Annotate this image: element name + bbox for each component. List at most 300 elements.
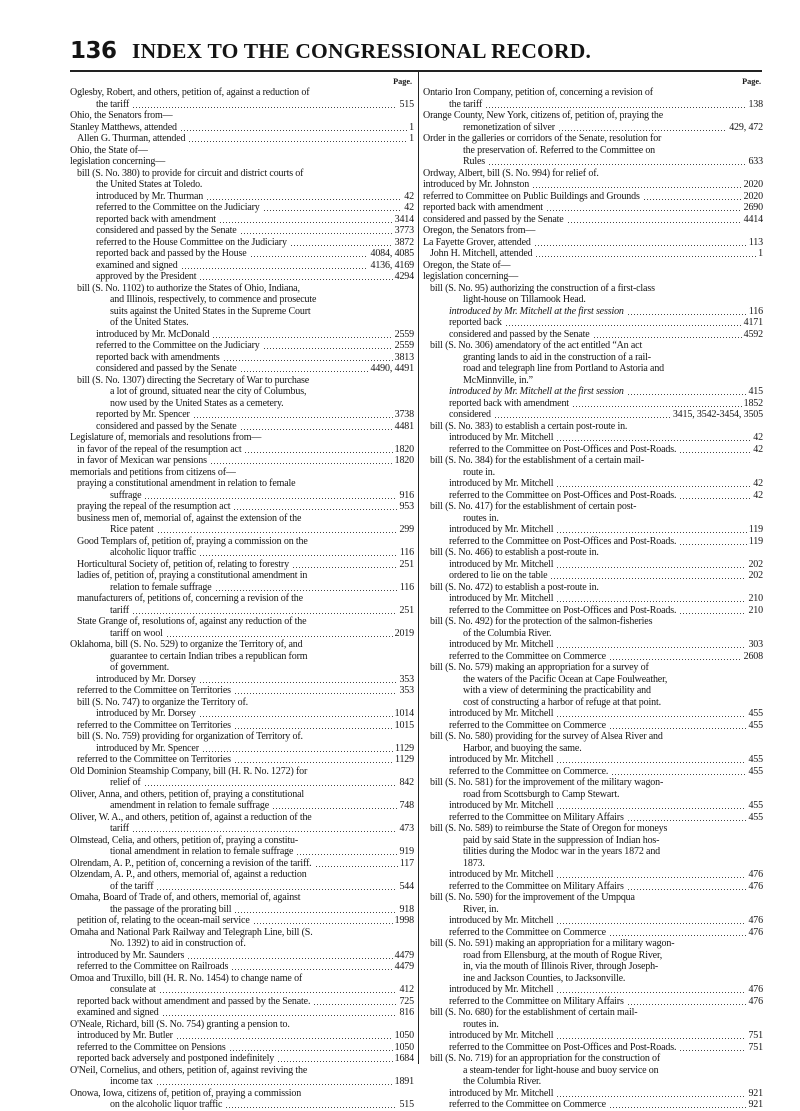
dot-leader bbox=[306, 593, 412, 603]
index-entry bbox=[423, 1007, 763, 1019]
entry-text: referred to the House Committee on the Judiciary bbox=[96, 236, 287, 248]
entry-text: reported back bbox=[449, 317, 502, 329]
dot-leader bbox=[535, 248, 756, 258]
entry-text: introduced by Mr. Dorsey bbox=[96, 673, 196, 685]
dot-leader bbox=[307, 789, 412, 799]
entry-text: introduced by Mr. Mitchell bbox=[449, 593, 554, 605]
dot-leader bbox=[677, 938, 761, 948]
dot-leader bbox=[556, 639, 746, 649]
index-entry bbox=[423, 559, 763, 571]
page-reference: 138 bbox=[748, 98, 763, 110]
page-reference: 4171 bbox=[743, 317, 763, 329]
entry-text: bill (S. No. 590) for the improvement of the Umpqua bbox=[430, 892, 635, 904]
dot-leader bbox=[212, 329, 392, 339]
index-entry bbox=[423, 950, 763, 962]
index-entry bbox=[423, 973, 763, 985]
page-reference: 455 bbox=[748, 800, 763, 812]
page-reference: 119 bbox=[748, 524, 763, 536]
index-entry bbox=[70, 490, 414, 502]
index-entry bbox=[423, 582, 763, 594]
index-entry bbox=[423, 99, 763, 111]
entry-text: introduced by Mr. Mitchell bbox=[449, 984, 554, 996]
page-reference: 4414 bbox=[743, 213, 763, 225]
index-entry bbox=[423, 800, 763, 812]
entry-text: referred to the Committee on Commerce bbox=[449, 1099, 606, 1111]
entry-text: suffrage bbox=[110, 489, 142, 501]
dot-leader bbox=[303, 283, 412, 293]
dot-leader bbox=[304, 513, 412, 523]
entry-text: cost of constructing a harbor of refuge at that point. bbox=[463, 696, 661, 708]
page-reference: 42 bbox=[404, 202, 414, 214]
index-entry bbox=[70, 237, 414, 249]
index-entry bbox=[70, 731, 414, 743]
entry-text: considered and passed by the Senate bbox=[96, 363, 237, 375]
index-entry bbox=[70, 950, 414, 962]
entry-text: route in. bbox=[463, 466, 495, 478]
page-reference: 299 bbox=[399, 524, 414, 536]
index-entry bbox=[70, 697, 414, 709]
dot-leader bbox=[272, 800, 397, 810]
entry-text: introduced by Mr. Mitchell bbox=[449, 558, 554, 570]
page-reference: 1684 bbox=[394, 1053, 414, 1065]
index-entry bbox=[423, 835, 763, 847]
page-reference: 455 bbox=[748, 719, 763, 731]
page-reference: 113 bbox=[748, 236, 763, 248]
dot-leader bbox=[556, 754, 746, 764]
index-entry bbox=[70, 513, 414, 525]
entry-text: McMinnville, in.” bbox=[463, 374, 533, 386]
index-entry bbox=[70, 869, 414, 881]
dot-leader bbox=[640, 1007, 761, 1017]
dot-leader bbox=[536, 375, 761, 385]
dot-leader bbox=[253, 915, 393, 925]
page-reference: 353 bbox=[399, 673, 414, 685]
dot-leader bbox=[602, 547, 761, 557]
index-entry bbox=[70, 133, 414, 145]
dot-leader bbox=[556, 559, 746, 569]
entry-text: Stanley Matthews, attended bbox=[70, 121, 177, 133]
page-number: 136 bbox=[70, 38, 117, 64]
dot-leader bbox=[679, 1042, 746, 1052]
index-entry bbox=[423, 122, 763, 134]
page-reference: 476 bbox=[748, 984, 763, 996]
dot-leader bbox=[611, 766, 746, 776]
dot-leader bbox=[558, 122, 727, 132]
index-entry bbox=[70, 478, 414, 490]
running-head-title: INDEX TO THE CONGRESSIONAL RECORD. bbox=[132, 39, 592, 63]
dot-leader bbox=[556, 869, 746, 879]
entry-text: Order in the galleries or corridors of the Senate, resolution for bbox=[423, 133, 662, 145]
index-entry bbox=[423, 628, 763, 640]
index-entry bbox=[70, 260, 414, 272]
entry-text: introduced by Mr. Butler bbox=[77, 1030, 173, 1042]
dot-leader bbox=[180, 122, 407, 132]
index-entry bbox=[70, 1088, 414, 1100]
entry-text: introduced by Mr. Mitchell bbox=[449, 478, 554, 490]
index-entry bbox=[70, 294, 414, 306]
entry-text: referred to the Committee on the Judiciary bbox=[96, 340, 260, 352]
index-entry bbox=[423, 754, 763, 766]
index-entry bbox=[70, 777, 414, 789]
index-entry bbox=[70, 881, 414, 893]
page-reference: 1 bbox=[409, 133, 414, 145]
entry-text: referred to the Committee on Post-Offices and Post-Roads. bbox=[449, 1041, 677, 1053]
index-entry bbox=[423, 731, 763, 743]
index-entry bbox=[70, 846, 414, 858]
dot-leader bbox=[505, 317, 742, 327]
page-reference: 3773 bbox=[394, 225, 414, 237]
dot-leader bbox=[199, 674, 398, 684]
entry-text: referred to the Committee on Military Affairs bbox=[449, 995, 624, 1007]
dot-leader bbox=[306, 168, 412, 178]
index-entry bbox=[70, 340, 414, 352]
dot-leader bbox=[298, 478, 412, 488]
entry-text: tariff bbox=[110, 823, 129, 835]
dot-leader bbox=[162, 1007, 398, 1017]
page-reference: 455 bbox=[748, 754, 763, 766]
entry-text: River, in. bbox=[463, 903, 499, 915]
index-entry bbox=[70, 352, 414, 364]
entry-text: bill (S. No. 591) making an appropriation for a military wagon- bbox=[430, 938, 675, 950]
dot-leader bbox=[234, 685, 398, 695]
page-reference: 116 bbox=[748, 305, 763, 317]
index-entry bbox=[423, 593, 763, 605]
index-entry bbox=[70, 789, 414, 801]
dot-leader bbox=[305, 973, 412, 983]
page-reference: 42 bbox=[753, 432, 763, 444]
index-entry bbox=[423, 1099, 763, 1111]
entry-text: a lot of ground, situated near the city of Columbus, bbox=[110, 386, 307, 398]
index-entry bbox=[70, 858, 414, 870]
dot-leader bbox=[240, 225, 393, 235]
entry-text: Ordway, Albert, bill (S. No. 994) for relief of. bbox=[423, 167, 599, 179]
entry-text: introduced by Mr. Spencer bbox=[96, 742, 199, 754]
page-reference: 953 bbox=[399, 501, 414, 513]
index-entry bbox=[70, 1042, 414, 1054]
entry-text: introduced by Mr. Mitchell bbox=[449, 708, 554, 720]
entry-text: reported back without amendment and passed by the Senate. bbox=[77, 995, 311, 1007]
index-entry bbox=[423, 927, 763, 939]
page-reference: 473 bbox=[399, 823, 414, 835]
dot-leader bbox=[229, 1042, 393, 1052]
index-entry bbox=[423, 881, 763, 893]
entry-text: Omoa and Truxillo, bill (H. R. No. 1454) to change name of bbox=[70, 972, 303, 984]
page-reference: 415 bbox=[748, 386, 763, 398]
entry-text: Horticultural Society of, petition of, relating to forestry bbox=[77, 558, 289, 570]
dot-leader bbox=[556, 524, 746, 534]
entry-text: alcoholic liquor traffic bbox=[110, 547, 197, 559]
dot-leader bbox=[206, 191, 402, 201]
entry-text: in favor of the repeal of the resumption act bbox=[77, 443, 242, 455]
page-reference: 1 bbox=[758, 248, 763, 260]
entry-text: considered and passed by the Senate bbox=[449, 328, 590, 340]
index-entry bbox=[423, 432, 763, 444]
dot-leader bbox=[627, 386, 747, 396]
index-entry bbox=[423, 766, 763, 778]
entry-text: bill (S. No. 466) to establish a post-route in. bbox=[430, 547, 599, 559]
index-entry bbox=[423, 352, 763, 364]
index-entry bbox=[423, 892, 763, 904]
page-reference: 1014 bbox=[394, 708, 414, 720]
index-entry bbox=[423, 616, 763, 628]
index-entry bbox=[423, 1042, 763, 1054]
index-entry bbox=[423, 777, 763, 789]
page-column-label: Page. bbox=[393, 77, 412, 86]
entry-text: Olzendam, A. P., and others, memorial of, against a reduction bbox=[70, 869, 307, 881]
entry-text: bill (S. No. 589) to reimburse the State of Oregon for moneys bbox=[430, 823, 668, 835]
index-entry bbox=[70, 202, 414, 214]
entry-text: Allen G. Thurman, attended bbox=[77, 133, 186, 145]
index-entry bbox=[70, 662, 414, 674]
index-entry bbox=[70, 271, 414, 283]
index-entry bbox=[70, 283, 414, 295]
index-entry bbox=[70, 317, 414, 329]
dot-leader bbox=[199, 547, 398, 557]
index-entry bbox=[70, 248, 414, 260]
index-entry bbox=[423, 1088, 763, 1100]
dot-leader bbox=[311, 536, 412, 546]
dot-leader bbox=[309, 386, 412, 396]
index-entry bbox=[423, 996, 763, 1008]
entry-text: referred to the Committee on Territories bbox=[77, 719, 231, 731]
entry-text: introduced by Mr. Mitchell bbox=[449, 915, 554, 927]
entry-text: with a view of determining the practicability and bbox=[463, 685, 651, 697]
dot-leader bbox=[239, 467, 412, 477]
dot-leader bbox=[231, 961, 392, 971]
entry-text: John H. Mitchell, attended bbox=[430, 248, 533, 260]
page-reference: 1820 bbox=[394, 443, 414, 455]
index-entry bbox=[70, 973, 414, 985]
dot-leader bbox=[647, 455, 761, 465]
index-entry bbox=[423, 858, 763, 870]
page-reference: 42 bbox=[753, 489, 763, 501]
entry-text: petition of, relating to the ocean-mail service bbox=[77, 915, 250, 927]
entry-text: bill (S. No. 417) for the establishment of certain post- bbox=[430, 501, 637, 513]
dot-leader bbox=[303, 892, 412, 902]
page-reference: 916 bbox=[399, 489, 414, 501]
index-entry bbox=[70, 651, 414, 663]
index-entry bbox=[70, 708, 414, 720]
page-reference: 1129 bbox=[394, 754, 414, 766]
dot-leader bbox=[319, 294, 412, 304]
dot-leader bbox=[156, 1076, 393, 1086]
page-reference: 42 bbox=[404, 190, 414, 202]
index-entry bbox=[70, 639, 414, 651]
entry-text: introduced by Mr. Mitchell bbox=[449, 869, 554, 881]
index-entry bbox=[423, 789, 763, 801]
entry-text: relation to female suffrage bbox=[110, 581, 212, 593]
entry-text: La Fayette Grover, attended bbox=[423, 236, 531, 248]
entry-text: consulate at bbox=[110, 984, 156, 996]
entry-text: Harbor, and buoying the same. bbox=[463, 742, 582, 754]
page-reference: 3414 bbox=[394, 213, 414, 225]
entry-text: in favor of Mexican war pensions bbox=[77, 455, 207, 467]
dot-leader bbox=[556, 593, 746, 603]
index-entry bbox=[423, 421, 763, 433]
dot-leader bbox=[310, 651, 412, 661]
index-entry bbox=[70, 800, 414, 812]
index-entry bbox=[70, 455, 414, 467]
entry-text: routes in. bbox=[463, 512, 499, 524]
dot-leader bbox=[670, 674, 761, 684]
entry-text: granting lands to aid in the construction of a rail- bbox=[463, 351, 651, 363]
index-entry bbox=[70, 904, 414, 916]
entry-text: reported by Mr. Spencer bbox=[96, 409, 190, 421]
entry-text: of government. bbox=[110, 662, 169, 674]
dot-leader bbox=[263, 340, 393, 350]
entry-text: bill (S. No. 1307) directing the Secretary of War to purchase bbox=[77, 374, 310, 386]
dot-leader bbox=[679, 605, 746, 615]
page-reference: 3738 bbox=[394, 409, 414, 421]
entry-text: Rules bbox=[463, 156, 486, 168]
dot-leader bbox=[202, 743, 393, 753]
index-entry bbox=[423, 179, 763, 191]
dot-leader bbox=[521, 271, 761, 281]
entry-text: and Illinois, respectively, to commence and prosecute bbox=[110, 294, 317, 306]
page-reference: 429, 472 bbox=[729, 121, 763, 133]
dot-leader bbox=[132, 823, 398, 833]
index-entry bbox=[70, 375, 414, 387]
entry-text: Omaha and National Park Railway and Telegraph Line, bill (S. bbox=[70, 926, 313, 938]
page-reference: 921 bbox=[748, 1087, 763, 1099]
page-reference: 3813 bbox=[394, 351, 414, 363]
entry-text: reported back and passed by the House bbox=[96, 248, 247, 260]
dot-leader bbox=[585, 743, 761, 753]
dot-leader bbox=[589, 294, 761, 304]
entry-text: referred to the Committee on Commerce bbox=[449, 926, 606, 938]
entry-text: introduced by Mr. Mitchell bbox=[449, 524, 554, 536]
entry-text: referred to the Committee on the Judiciary bbox=[96, 202, 260, 214]
index-entry bbox=[423, 214, 763, 226]
index-entry bbox=[70, 892, 414, 904]
dot-leader bbox=[628, 973, 761, 983]
index-entry bbox=[423, 605, 763, 617]
index-entry bbox=[70, 191, 414, 203]
page-reference: 476 bbox=[748, 995, 763, 1007]
index-entry bbox=[423, 536, 763, 548]
index-entry bbox=[423, 490, 763, 502]
index-entry bbox=[70, 1030, 414, 1042]
index-entry bbox=[423, 409, 763, 421]
dot-leader bbox=[144, 490, 397, 500]
index-entry bbox=[70, 122, 414, 134]
dot-leader bbox=[665, 950, 761, 960]
index-entry bbox=[423, 87, 763, 99]
page-reference: 1129 bbox=[394, 742, 414, 754]
dot-leader bbox=[314, 306, 412, 316]
dot-leader bbox=[502, 513, 761, 523]
entry-text: Legislature of, memorials and resolutions from— bbox=[70, 432, 262, 444]
index-entry bbox=[423, 1076, 763, 1088]
dot-leader bbox=[664, 697, 761, 707]
index-entry bbox=[70, 386, 414, 398]
dot-leader bbox=[287, 398, 412, 408]
entry-text: referred to the Committee on Pensions bbox=[77, 1041, 226, 1053]
index-entry bbox=[423, 513, 763, 525]
dot-leader bbox=[658, 145, 761, 155]
dot-leader bbox=[250, 248, 369, 258]
entry-text: referred to the Committee on Military Affairs bbox=[449, 811, 624, 823]
entry-text: the tariff bbox=[96, 98, 130, 110]
entry-text: amendment in relation to female suffrage bbox=[110, 800, 270, 812]
page-reference: 919 bbox=[399, 846, 414, 858]
dot-leader bbox=[662, 1065, 762, 1075]
entry-text: 1873. bbox=[463, 857, 485, 869]
dot-leader bbox=[502, 904, 761, 914]
entry-text: introduced by Mr. Mitchell bbox=[449, 800, 554, 812]
index-entry bbox=[423, 501, 763, 513]
page-reference: 1050 bbox=[394, 1041, 414, 1053]
page-reference: 251 bbox=[399, 558, 414, 570]
entry-text: ordered to lie on the table bbox=[449, 570, 548, 582]
entry-text: bill (S. No. 1102) to authorize the States of Ohio, Indiana, bbox=[77, 282, 300, 294]
dot-leader bbox=[316, 927, 412, 937]
page-reference: 2559 bbox=[394, 340, 414, 352]
entry-text: road and telegraph line from Portland to Astoria and bbox=[463, 363, 665, 375]
index-entry bbox=[423, 329, 763, 341]
dot-leader bbox=[609, 651, 742, 661]
dot-leader bbox=[264, 432, 412, 442]
page-reference: 751 bbox=[748, 1030, 763, 1042]
index-entry bbox=[70, 547, 414, 559]
dot-leader bbox=[168, 156, 412, 166]
entry-text: considered and passed by the Senate bbox=[96, 225, 237, 237]
dot-leader bbox=[156, 881, 397, 891]
entry-text: income tax bbox=[110, 1076, 153, 1088]
page-reference: 1891 bbox=[394, 1076, 414, 1088]
entry-text: road from Ellensburg, at the mouth of Rogue River, bbox=[463, 949, 663, 961]
page-reference: 476 bbox=[748, 915, 763, 927]
dot-leader bbox=[244, 444, 392, 454]
page-reference: 1050 bbox=[394, 1030, 414, 1042]
dot-leader bbox=[132, 99, 397, 109]
index-entry bbox=[70, 432, 414, 444]
dot-leader bbox=[666, 731, 761, 741]
dot-leader bbox=[664, 133, 761, 143]
index-entry bbox=[423, 478, 763, 490]
index-entry bbox=[423, 823, 763, 835]
index-entry bbox=[423, 570, 763, 582]
page-reference: 2608 bbox=[743, 650, 763, 662]
dot-leader bbox=[205, 179, 412, 189]
index-entry bbox=[423, 363, 763, 375]
index-entry bbox=[70, 674, 414, 686]
page-reference: 1852 bbox=[743, 397, 763, 409]
entry-text: in, via the mouth of Illinois River, through Joseph- bbox=[463, 961, 659, 973]
dot-leader bbox=[310, 869, 412, 879]
entry-text: Oregon, the State of— bbox=[423, 259, 511, 271]
page-column-label: Page. bbox=[742, 77, 761, 86]
entry-text: legislation concerning— bbox=[423, 271, 519, 283]
dot-leader bbox=[654, 352, 761, 362]
dot-leader bbox=[627, 881, 747, 891]
entry-text: introduced by Mr. Johnston bbox=[423, 179, 530, 191]
dot-leader bbox=[315, 858, 398, 868]
index-entry bbox=[70, 927, 414, 939]
entry-text: memorials and petitions from citizens of— bbox=[70, 466, 236, 478]
entry-text: manufacturers of, petitions of, concerning a revision of the bbox=[77, 593, 303, 605]
index-entry bbox=[70, 766, 414, 778]
index-entry bbox=[423, 375, 763, 387]
page-reference: 116 bbox=[399, 547, 414, 559]
index-entry bbox=[70, 225, 414, 237]
index-entry bbox=[423, 145, 763, 157]
entry-text: Ohio, the State of— bbox=[70, 144, 148, 156]
index-entry bbox=[423, 260, 763, 272]
page-reference: 42 bbox=[753, 478, 763, 490]
index-entry bbox=[423, 110, 763, 122]
dot-leader bbox=[494, 409, 671, 419]
